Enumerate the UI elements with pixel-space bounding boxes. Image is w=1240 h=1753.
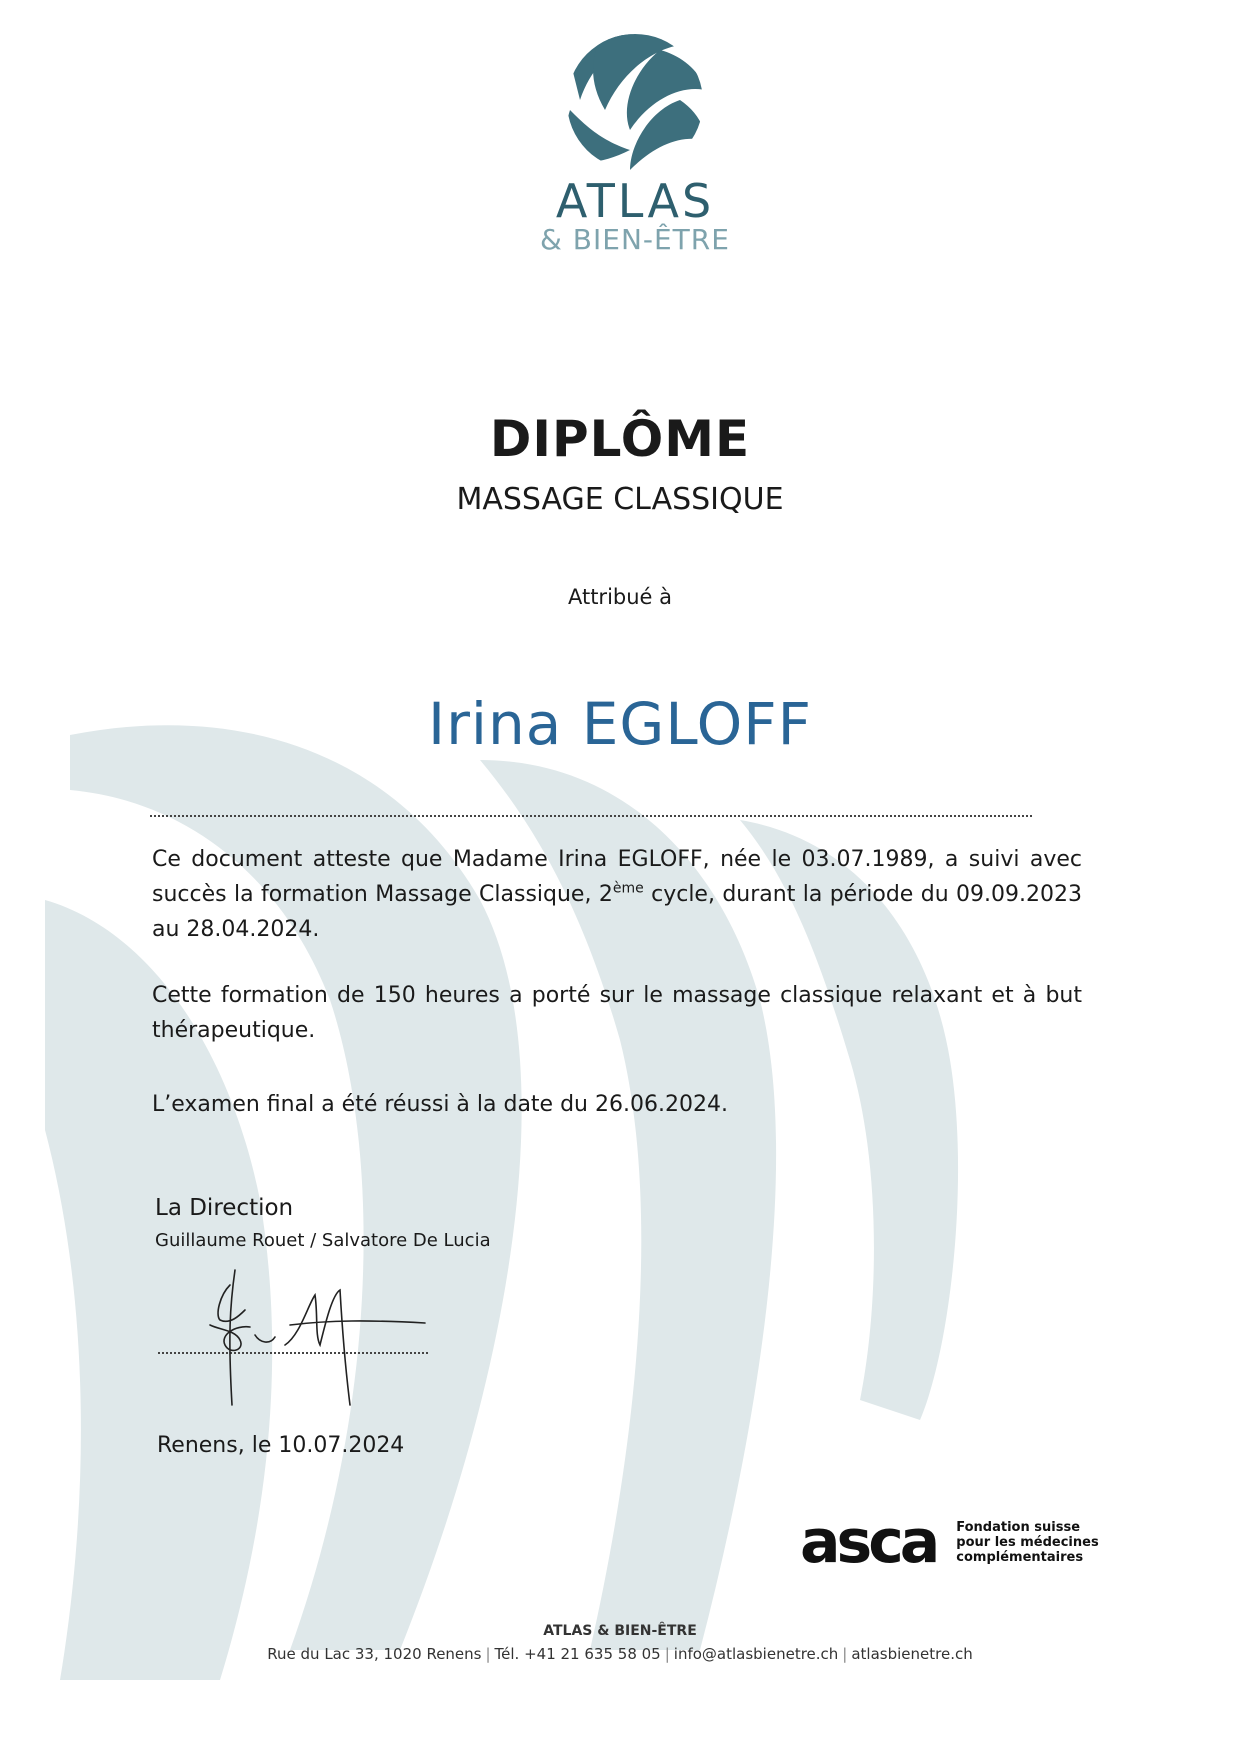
footer-website: atlasbienetre.ch — [851, 1645, 973, 1663]
document-title: DIPLÔME — [489, 410, 751, 468]
attestation-text-part2: cycle, durant la période du 09.09.2023 au 28.04.2024. — [152, 882, 1082, 942]
asca-line-3: complémentaires — [956, 1549, 1084, 1565]
attestation-superscript: ème — [612, 880, 644, 897]
handwritten-signature — [190, 1265, 430, 1410]
training-paragraph: Cette formation de 150 heures a porté sur le massage classique relaxant et à but thérapeutique. — [152, 983, 1082, 1043]
asca-description — [956, 1520, 1098, 1565]
attestation-text-part1: Ce document atteste que Madame Irina EGLOFF, née le 03.07.1989, a suivi avec succès la formation Massage Classique, 2 — [152, 847, 1082, 907]
atlas-logo — [535, 30, 735, 290]
asca-line-1: Fondation suisse — [956, 1519, 1081, 1535]
footer-address: Rue du Lac 33, 1020 Renens — [267, 1645, 482, 1663]
footer-phone: Tél. +41 21 635 58 05 — [494, 1645, 661, 1663]
footer-contact: Rue du Lac 33, 1020 Renens | Tél. +41 21 635 58 05 | info@atlasbienetre.ch | atlasbienetre.ch — [267, 1645, 973, 1663]
footer-email: info@atlasbienetre.ch — [673, 1645, 839, 1663]
asca-logo — [800, 1507, 1099, 1577]
logo-name: ATLAS — [555, 174, 715, 228]
signatory-names: Guillaume Rouet / Salvatore De Lucia — [155, 1230, 491, 1251]
recipient-name: Irina EGLOFF — [427, 690, 812, 758]
document-subtitle: MASSAGE CLASSIQUE — [456, 482, 784, 517]
awarded-to-label: Attribué à — [567, 585, 673, 609]
footer-organization: ATLAS & BIEN-ÊTRE — [543, 1623, 697, 1639]
asca-line-2: pour les médecines — [956, 1534, 1099, 1550]
dotted-divider — [150, 815, 1032, 817]
place-and-date: Renens, le 10.07.2024 — [157, 1433, 405, 1458]
attestation-paragraph — [152, 842, 1082, 947]
stylized-leaf-circle-icon — [560, 30, 710, 175]
exam-paragraph: L’examen final a été réussi à la date du 26.06.2024. — [152, 1092, 728, 1117]
signatory-label: La Direction — [155, 1195, 294, 1221]
logo-tagline: & BIEN-ÊTRE — [540, 223, 730, 256]
asca-wordmark: asca — [800, 1507, 937, 1577]
